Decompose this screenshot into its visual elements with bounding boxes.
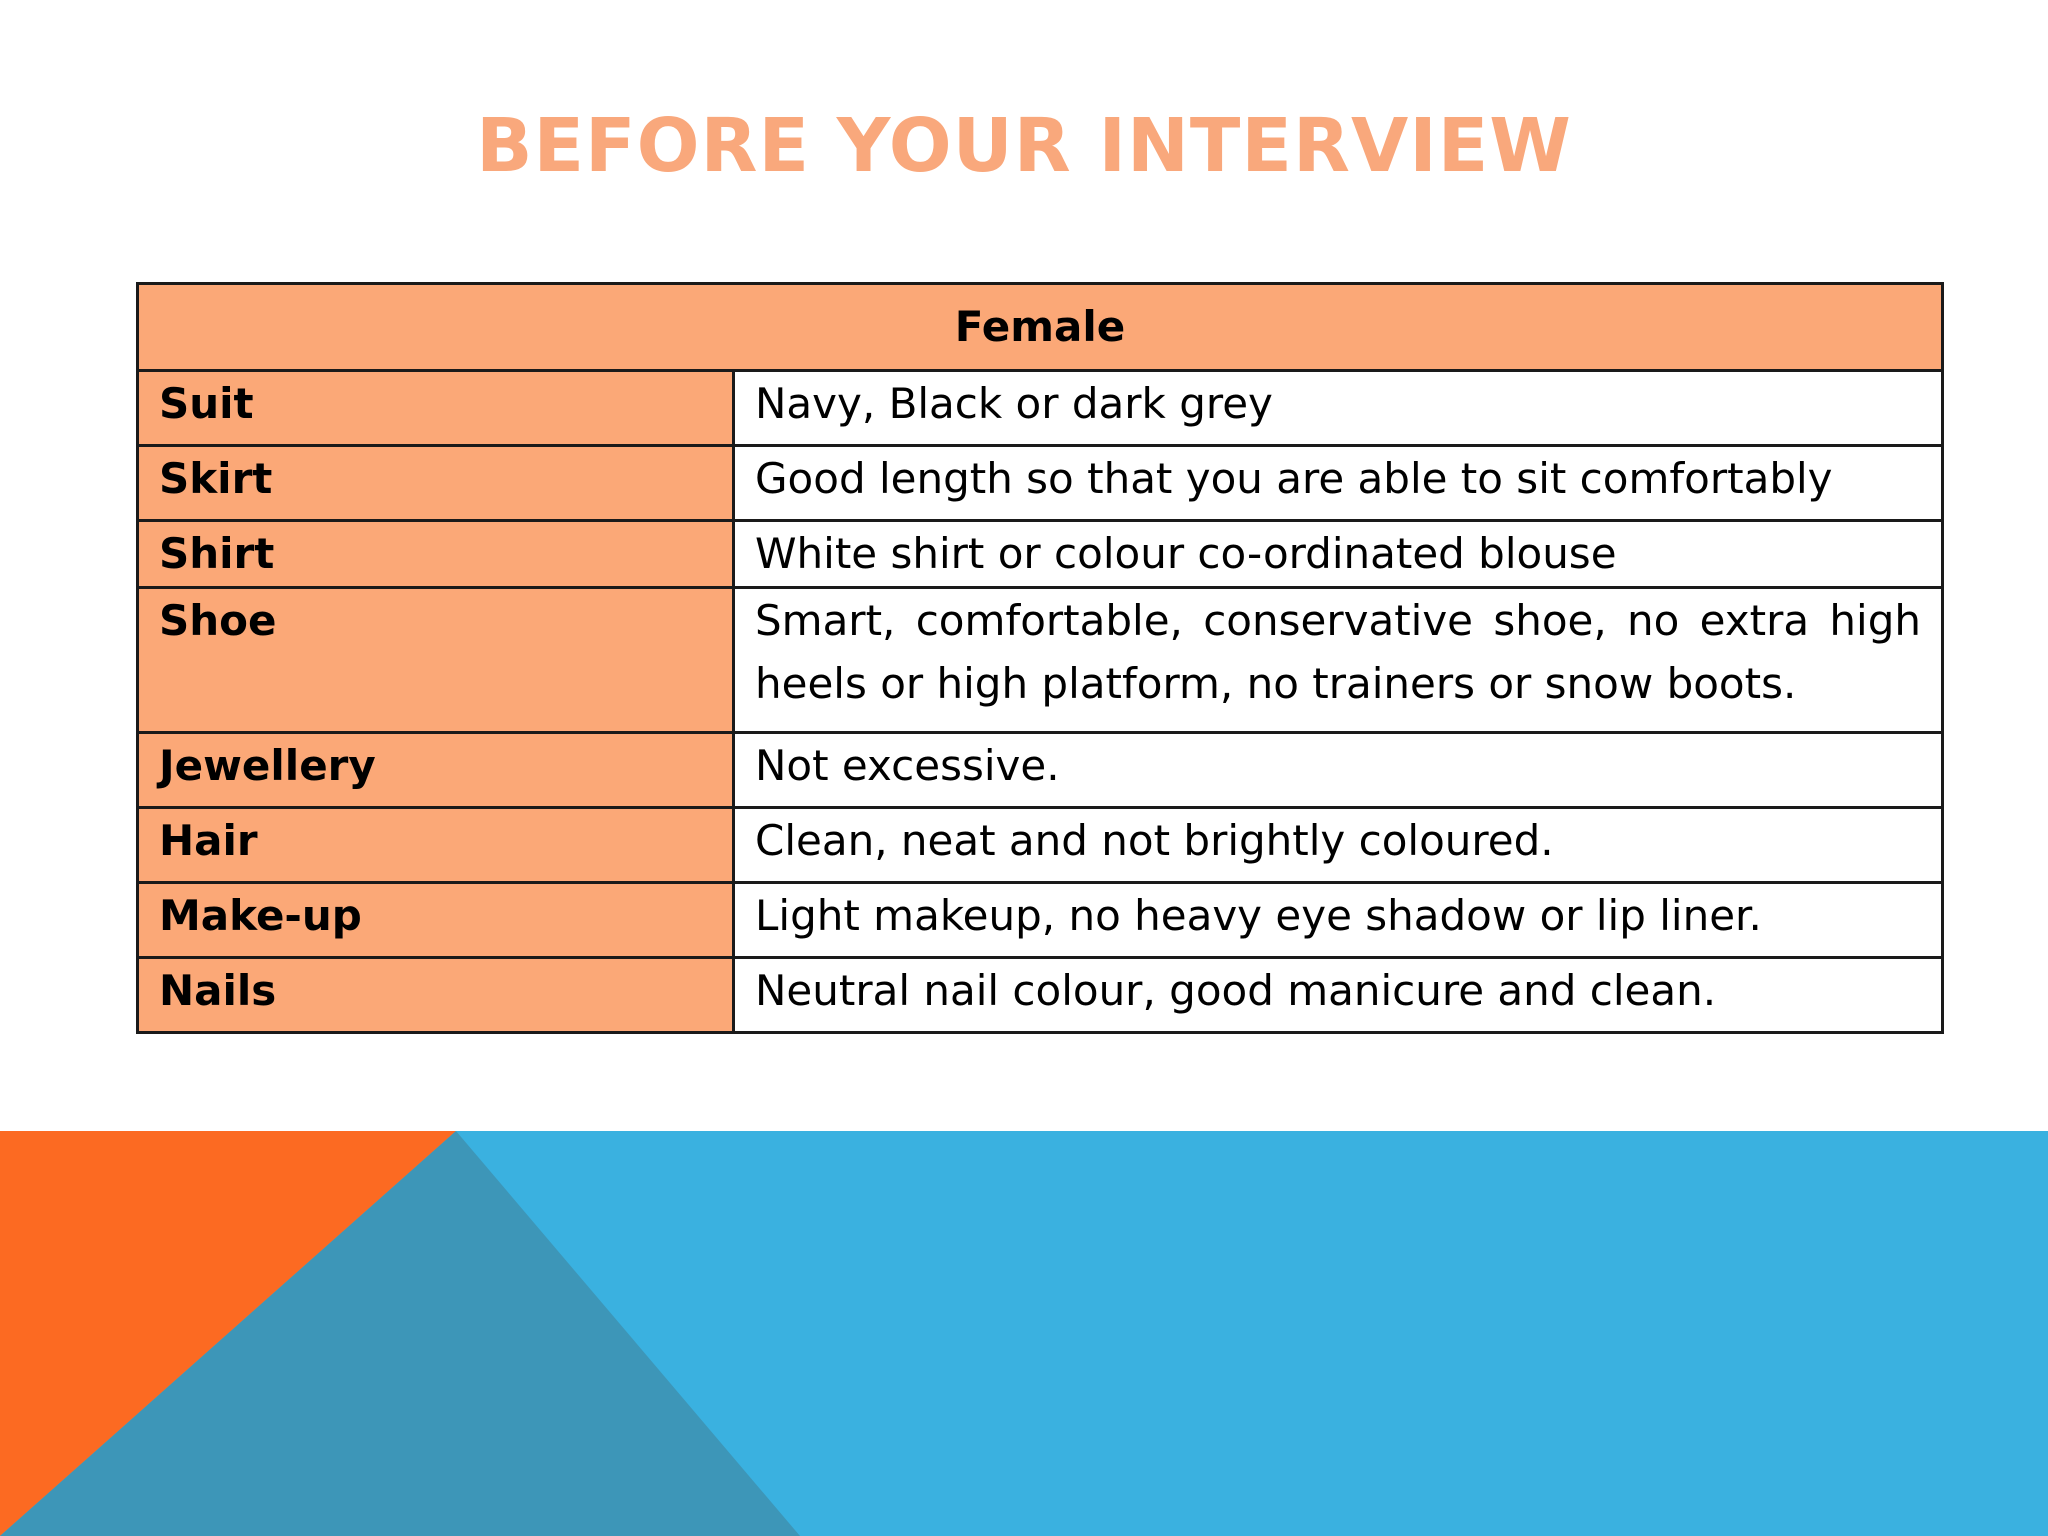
table-row (138, 958, 1943, 1033)
row-value: Light makeup, no heavy eye shadow or lip liner. (734, 883, 1943, 958)
row-label: Skirt (138, 446, 734, 521)
row-label: Jewellery (138, 733, 734, 808)
row-value: Smart, comfortable, conservative shoe, no extra high heels or high platform, no trainers or snow boots. (734, 588, 1943, 733)
table-header: Female (138, 284, 1943, 371)
table-row (138, 883, 1943, 958)
table-row (138, 371, 1943, 446)
row-label: Suit (138, 371, 734, 446)
row-value: White shirt or colour co-ordinated blouse (734, 521, 1943, 588)
row-value: Clean, neat and not brightly coloured. (734, 808, 1943, 883)
slide-title: BEFORE YOUR INTERVIEW (476, 103, 1572, 189)
table-row (138, 521, 1943, 588)
table-row (138, 446, 1943, 521)
row-value: Neutral nail colour, good manicure and clean. (734, 958, 1943, 1033)
row-label: Shirt (138, 521, 734, 588)
row-label: Make-up (138, 883, 734, 958)
row-label: Hair (138, 808, 734, 883)
row-label: Shoe (138, 588, 734, 733)
row-label: Nails (138, 958, 734, 1033)
table-row (138, 588, 1943, 733)
table-row (138, 808, 1943, 883)
dress-code-table (136, 282, 1944, 1034)
table-header-row (138, 284, 1943, 371)
row-value: Navy, Black or dark grey (734, 371, 1943, 446)
table-row (138, 733, 1943, 808)
row-value: Good length so that you are able to sit comfortably (734, 446, 1943, 521)
row-value: Not excessive. (734, 733, 1943, 808)
decorative-background-shapes (0, 1131, 2048, 1536)
